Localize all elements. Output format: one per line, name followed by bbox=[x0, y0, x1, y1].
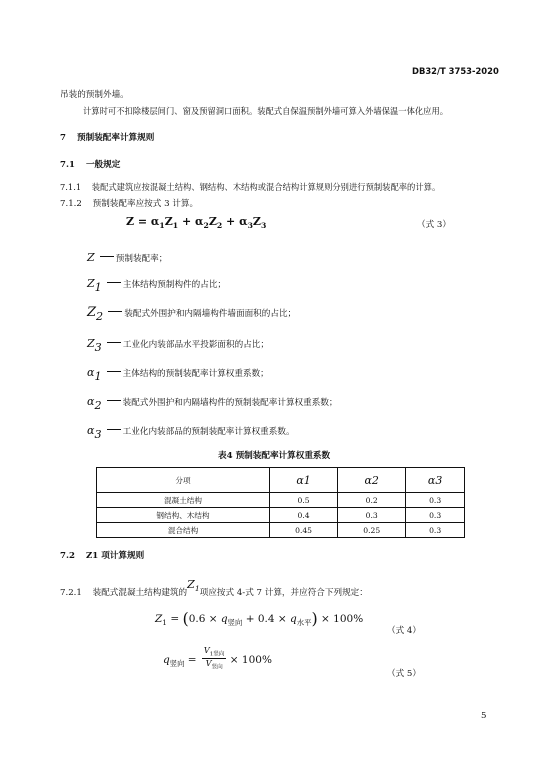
em-dash bbox=[107, 400, 121, 401]
definition-text: 主体结构的预制装配率计算权重系数； bbox=[122, 369, 269, 379]
body-line-2: 计算时可不扣除楼层间门、窗及预留洞口面积。装配式自保温预制外墙可算入外墙保温一体化应用。 bbox=[83, 106, 449, 116]
definition-alpha3: $\alpha_3$ 工业化内装部品的预制装配率计算权重系数。 bbox=[87, 424, 295, 442]
clause-number: 7.1.2 bbox=[60, 199, 82, 209]
z1-symbol: $Z_1$ bbox=[187, 578, 200, 594]
formula-4: $Z_1 = (0.6 \times q_{竖向} + 0.4 \times q_{水平}) \times 100\%$ bbox=[155, 609, 364, 628]
header-cell: α1 bbox=[270, 468, 338, 493]
definition-text: 工业化内装部品的预制装配率计算权重系数。 bbox=[122, 427, 295, 437]
definition-text: 预制装配率； bbox=[115, 254, 168, 264]
definition-z1: $Z_1$ 主体结构预制构件的占比； bbox=[87, 277, 227, 295]
clause-number: 7.1.1 bbox=[60, 182, 82, 192]
definition-text: 装配式外围护和内隔墙构件的预制装配率计算权重系数； bbox=[122, 398, 338, 408]
table-cell: 0.5 bbox=[270, 493, 338, 508]
formula-3-label: （式 3） bbox=[417, 220, 451, 230]
subsection-number: 7.2 bbox=[60, 551, 75, 561]
em-dash bbox=[107, 371, 121, 372]
clause-7-1-2 bbox=[60, 197, 198, 209]
weight-table bbox=[96, 467, 465, 538]
table-cell: 0.3 bbox=[338, 508, 406, 523]
formula-5-label: （式 5） bbox=[387, 669, 421, 679]
table-row bbox=[97, 523, 465, 538]
table-cell: 0.25 bbox=[338, 523, 406, 538]
clause-text-after: 项应按式 4-式 7 计算，并应符合下列规定： bbox=[199, 588, 368, 598]
definition-z bbox=[87, 246, 167, 268]
header-cell: α2 bbox=[338, 468, 406, 493]
definition-z2: $Z_2$ 装配式外围护和内隔墙构件墙面面积的占比； bbox=[87, 305, 297, 324]
clause-text-before: 装配式混凝土结构建筑的 bbox=[92, 588, 188, 598]
table-cell: 钢结构、木结构 bbox=[97, 508, 270, 523]
em-dash bbox=[108, 311, 122, 312]
definition-text: 主体结构预制构件的占比； bbox=[122, 280, 227, 290]
subsection-title: Z1 项计算规则 bbox=[85, 551, 145, 561]
clause-7-1-1 bbox=[60, 181, 440, 193]
page-number: 5 bbox=[481, 711, 487, 721]
em-dash bbox=[107, 282, 121, 283]
table-cell: 0.3 bbox=[406, 493, 465, 508]
formula-5: $q_{竖向}$ = $V_{1竖向}$ $V_{竖向}$ × 100% bbox=[163, 646, 272, 671]
table-cell: 0.45 bbox=[270, 523, 338, 538]
table-row bbox=[97, 508, 465, 523]
clause-text: 装配式建筑应按混凝土结构、钢结构、木结构或混合结构计算规则分别进行预制装配率的计算。 bbox=[91, 182, 441, 192]
table-cell: 0.4 bbox=[270, 508, 338, 523]
table-cell: 0.3 bbox=[406, 523, 465, 538]
clause-number: 7.2.1 bbox=[60, 588, 82, 598]
table-cell: 0.2 bbox=[338, 493, 406, 508]
definition-alpha2: $\alpha_2$ 装配式外围护和内隔墙构件的预制装配率计算权重系数； bbox=[87, 395, 338, 413]
subsection-title: 一般规定 bbox=[85, 160, 121, 170]
document-code: DB32/T 3753-2020 bbox=[412, 66, 499, 76]
subsection-7-2-heading bbox=[60, 549, 144, 561]
em-dash bbox=[107, 342, 121, 343]
definition-text: 工业化内装部品水平投影面积的占比； bbox=[122, 340, 269, 350]
formula-3: $Z = \alpha_1Z_1 + \alpha_2Z_2 + \alpha_3Z_3$ bbox=[126, 215, 267, 231]
table-cell: 混凝土结构 bbox=[97, 493, 270, 508]
em-dash bbox=[100, 256, 114, 257]
symbol: Z bbox=[87, 305, 97, 320]
table-row bbox=[97, 493, 465, 508]
section-7-heading bbox=[60, 131, 154, 143]
symbol: α bbox=[87, 366, 95, 379]
subsection-7-1-heading bbox=[60, 158, 120, 170]
header-cell: 分项 bbox=[97, 468, 270, 493]
subsection-number: 7.1 bbox=[60, 160, 75, 170]
formula-4-label: （式 4） bbox=[387, 626, 421, 636]
symbol: α bbox=[87, 395, 95, 408]
clause-text: 预制装配率应按式 3 计算。 bbox=[92, 199, 199, 209]
header-cell: α3 bbox=[406, 468, 465, 493]
table-cell: 混合结构 bbox=[97, 523, 270, 538]
table-header-row bbox=[97, 468, 465, 493]
body-line-1: 吊装的预制外墙。 bbox=[60, 90, 129, 100]
symbol: Z bbox=[87, 337, 95, 350]
definition-z3: $Z_3$ 工业化内装部品水平投影面积的占比； bbox=[87, 337, 269, 355]
definition-text: 装配式外围护和内隔墙构件墙面面积的占比； bbox=[124, 309, 297, 319]
clause-7-2-1 bbox=[60, 578, 368, 600]
symbol: α bbox=[87, 424, 95, 437]
symbol: Z bbox=[87, 251, 95, 264]
definition-alpha1: $\alpha_1$ 主体结构的预制装配率计算权重系数； bbox=[87, 366, 269, 384]
table-cell: 0.3 bbox=[406, 508, 465, 523]
table-caption: 表4 预制装配率计算权重系数 bbox=[218, 451, 331, 461]
symbol: Z bbox=[87, 277, 95, 290]
em-dash bbox=[107, 429, 121, 430]
section-title: 预制装配率计算规则 bbox=[76, 133, 155, 143]
section-number: 7 bbox=[60, 133, 66, 143]
